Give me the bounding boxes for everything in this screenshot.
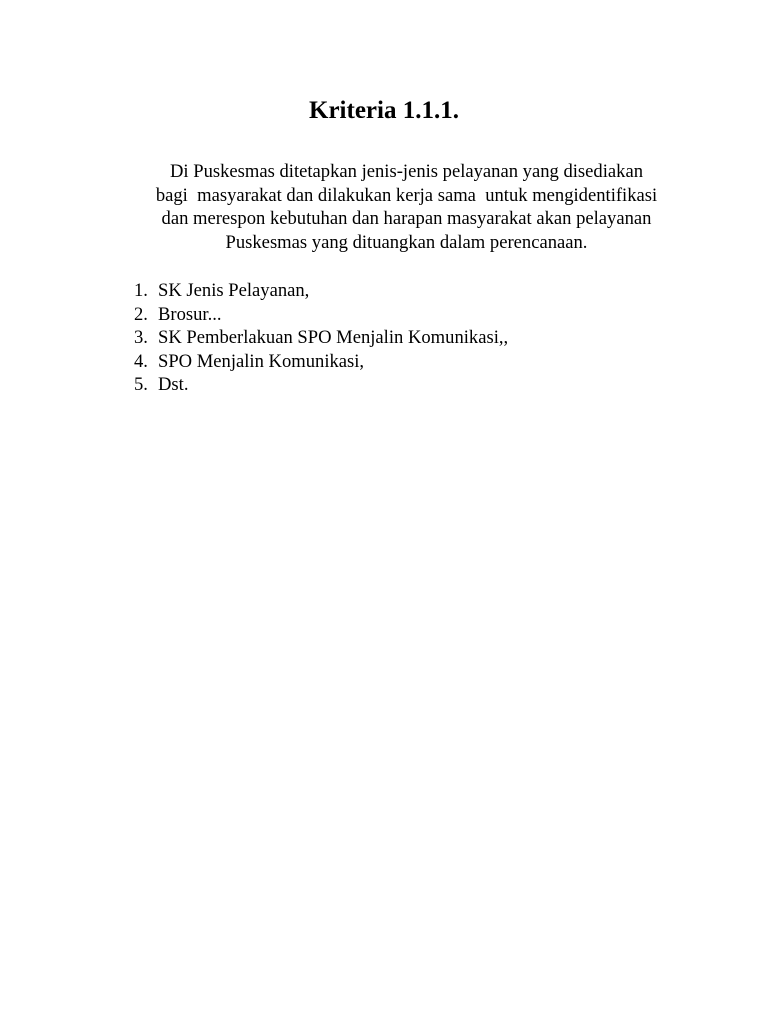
list-item-text: Dst.	[158, 374, 189, 395]
list-item	[134, 326, 508, 350]
intro-line: dan merespon kebutuhan dan harapan masyarakat akan pelayanan	[161, 208, 652, 229]
list-item	[134, 303, 508, 327]
intro-paragraph	[134, 160, 679, 254]
list-item-text: SPO Menjalin Komunikasi,	[158, 350, 365, 372]
intro-line: Di Puskesmas ditetapkan jenis-jenis pelayanan yang disediakan	[170, 161, 643, 182]
list-item-text: SK Pemberlakuan SPO Menjalin Komunikasi,,	[158, 327, 509, 348]
list-item-number: 3.	[134, 327, 148, 348]
list-item-number: 1.	[134, 280, 148, 301]
list-item-number: 5.	[134, 374, 148, 395]
list-item-number: 2.	[134, 303, 148, 325]
intro-line: Puskesmas yang dituangkan dalam perencanaan.	[225, 231, 588, 253]
list-item-text: Brosur...	[158, 303, 222, 325]
document-title: Kriteria 1.1.1.	[309, 97, 459, 124]
list-item-text: SK Jenis Pelayanan,	[158, 280, 310, 301]
intro-line: bagi masyarakat dan dilakukan kerja sama untuk mengidentifikasi	[155, 184, 658, 206]
list-item-number: 4.	[134, 350, 148, 372]
list-item	[134, 373, 508, 397]
list-item	[134, 350, 508, 374]
list-item	[134, 279, 508, 303]
document-list	[134, 279, 508, 397]
